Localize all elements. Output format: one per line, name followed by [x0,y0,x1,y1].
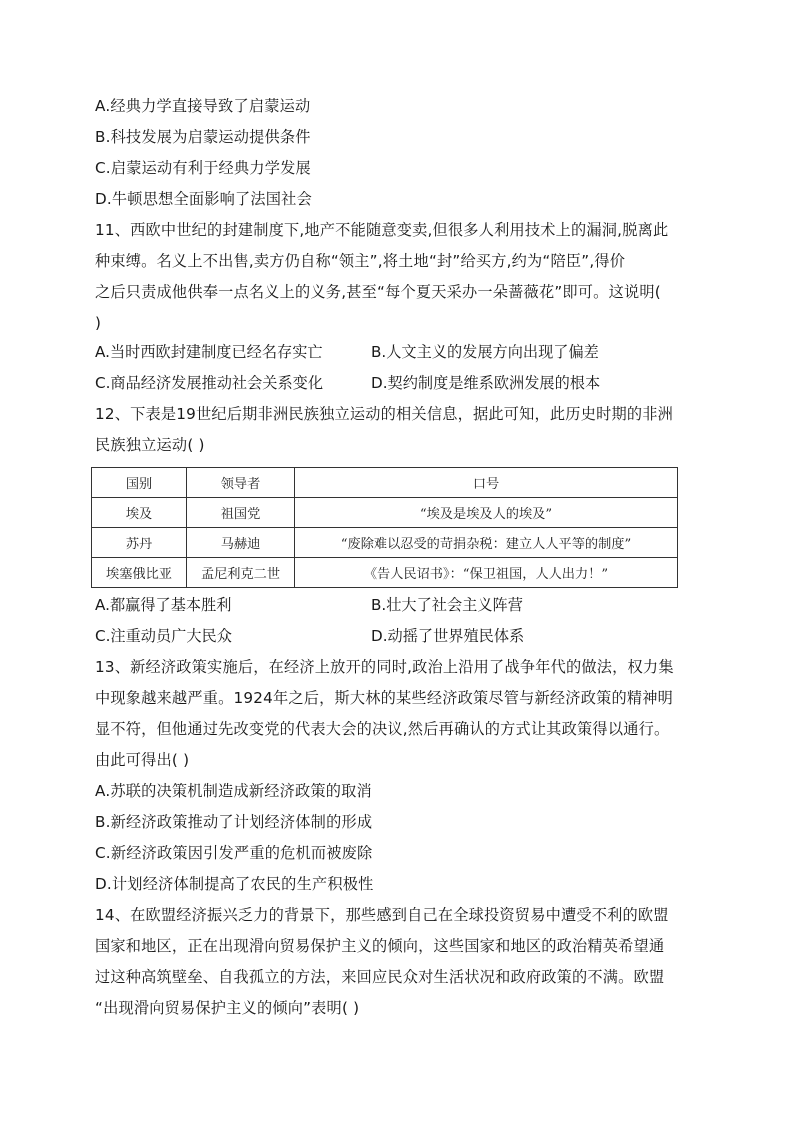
q12-options-row-2 [95,626,715,646]
q14-stem-line-2: 国家和地区，正在出现滑向贸易保护主义的倾向，这些国家和地区的政治精英希望通 [95,937,665,955]
q13-stem-line-3: 显不符，但他通过先改变党的代表大会的决议,然后再确认的方式让其政策得以通行。 [95,720,670,738]
q11-option-c[interactable]: C.商品经济发展推动社会关系变化 [95,374,324,392]
table-cell-leader: 马赫迪 [187,528,295,558]
table-cell-slogan: “废除难以忍受的苛捐杂税：建立人人平等的制度” [295,528,678,558]
table-cell-country: 埃及 [92,498,187,528]
q14-stem-line-1: 14、在欧盟经济振兴乏力的背景下，那些感到自己在全球投资贸易中遭受不利的欧盟 [95,906,669,924]
q14-stem-line-4: “出现滑向贸易保护主义的倾向”表明( ) [95,999,360,1017]
table-cell-country: 埃塞俄比亚 [92,558,187,588]
q13-option-a[interactable]: A.苏联的决策机制造成新经济政策的取消 [95,782,372,800]
q13-stem-line-4: 由此可得出( ) [95,751,190,769]
q12-stem-line-1: 12、下表是19世纪后期非洲民族独立运动的相关信息，据此可知，此历史时期的非洲 [95,405,674,423]
q10-option-a[interactable]: A.经典力学直接导致了启蒙运动 [95,97,311,115]
q11-stem-line-4: ) [95,314,102,332]
table-cell-leader: 祖国党 [187,498,295,528]
q10-option-b[interactable]: B.科技发展为启蒙运动提供条件 [95,128,311,146]
table-header-leader: 领导者 [187,468,295,498]
q13-option-c[interactable]: C.新经济政策因引发严重的危机而被废除 [95,844,373,862]
q13-option-d[interactable]: D.计划经济体制提高了农民的生产积极性 [95,875,374,893]
q12-option-d[interactable]: D.动摇了世界殖民体系 [371,627,525,645]
q13-stem-line-2: 中现象越来越严重。1924年之后，斯大林的某些经济政策尽管与新经济政策的精神明 [95,689,674,707]
q11-stem-line-3: 之后只责成他供奉一点名义上的义务,甚至“每个夏天采办一朵蔷薇花”即可。这说明( [95,283,661,301]
q11-options-row-1 [95,342,715,362]
table-header-row [92,468,678,498]
table-cell-leader: 孟尼利克二世 [187,558,295,588]
table-header-country: 国别 [92,468,187,498]
q12-option-b[interactable]: B.壮大了社会主义阵营 [371,596,523,614]
q14-stem-line-3: 过这种高筑壁垒、自我孤立的方法，来回应民众对生活状况和政府政策的不满。欧盟 [95,968,665,986]
table-cell-country: 苏丹 [92,528,187,558]
q11-stem-line-2: 种束缚。名义上不出售,卖方仍自称“领主”,将土地“封”给买方,约为“陪臣”,得价 [95,252,626,270]
q13-stem-line-1: 13、新经济政策实施后，在经济上放开的同时,政治上沿用了战争年代的做法，权力集 [95,658,674,676]
q13-option-b[interactable]: B.新经济政策推动了计划经济体制的形成 [95,813,373,831]
q10-option-d[interactable]: D.牛顿思想全面影响了法国社会 [95,190,312,208]
q11-option-b[interactable]: B.人文主义的发展方向出现了偏差 [371,343,599,361]
table-cell-slogan: 《告人民诏书》：“保卫祖国，人人出力！” [295,558,678,588]
q11-options-row-2 [95,373,715,393]
q12-table [91,467,678,588]
q11-stem-line-1: 11、西欧中世纪的封建制度下,地产不能随意变卖,但很多人利用技术上的漏洞,脱离此 [95,221,669,239]
table-header-slogan: 口号 [295,468,678,498]
q11-option-d[interactable]: D.契约制度是维系欧洲发展的根本 [371,374,601,392]
q12-option-c[interactable]: C.注重动员广大民众 [95,627,232,645]
q11-option-a[interactable]: A.当时西欧封建制度已经名存实亡 [95,343,323,361]
q12-stem-line-2: 民族独立运动( ) [95,436,205,454]
q12-option-a[interactable]: A.都赢得了基本胜利 [95,596,232,614]
table-row [92,498,678,528]
q12-options-row-1 [95,595,715,615]
table-row [92,558,678,588]
table-row [92,528,678,558]
q10-option-c[interactable]: C.启蒙运动有利于经典力学发展 [95,159,311,177]
table-cell-slogan: “埃及是埃及人的埃及” [295,498,678,528]
